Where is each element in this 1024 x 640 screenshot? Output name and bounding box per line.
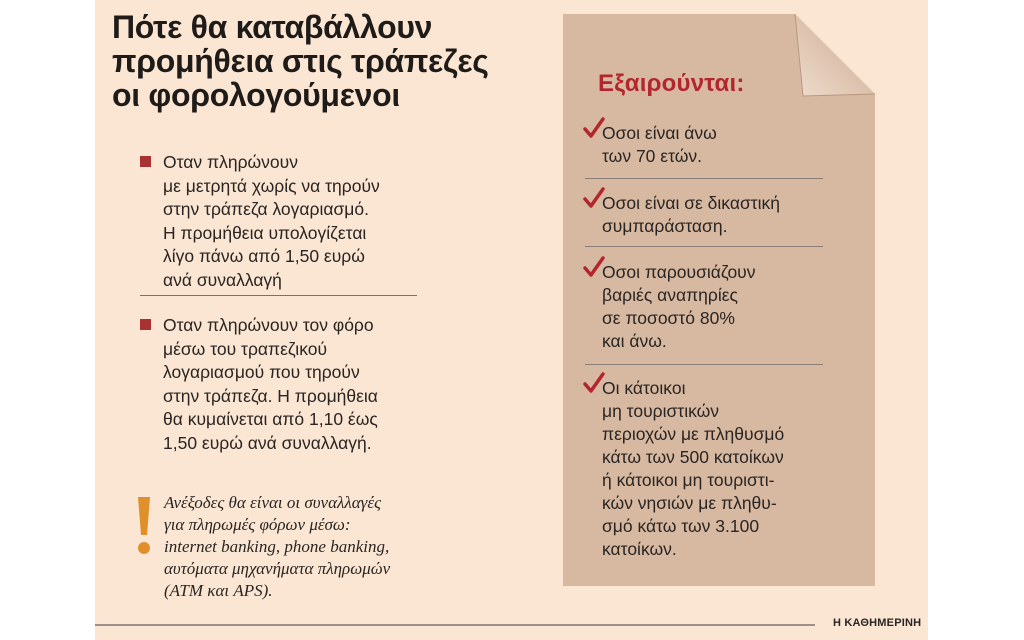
exemption-line: συμπαράσταση. — [602, 216, 728, 236]
title-line: Πότε θα καταβάλλουν — [112, 9, 433, 45]
case-line: Οταν πληρώνουν — [163, 152, 298, 172]
case-line: λίγο πάνω από 1,50 ευρώ — [163, 246, 365, 266]
note-line: αυτόματα μηχανήματα πληρωμών — [164, 559, 391, 578]
exemption-line: κάτω των 500 κατοίκων — [602, 447, 784, 467]
checkmark-icon — [582, 186, 606, 210]
infographic-title — [112, 10, 532, 112]
note-line: Ανέξοδες θα είναι οι συναλλαγές — [164, 493, 381, 512]
exemption-line: κών νησιών με πληθυ- — [602, 493, 777, 513]
fee-case-2 — [140, 314, 420, 455]
footer-rule — [95, 624, 815, 626]
exemption-item-3 — [600, 261, 860, 353]
case-line: θα κυμαίνεται από 1,10 έως — [163, 409, 378, 429]
case-line: μέσω του τραπεζικού — [163, 338, 328, 359]
title-line: οι φορολογούμενοι — [112, 77, 400, 113]
exemption-line: των 70 ετών. — [602, 146, 703, 166]
note-line: internet banking, phone banking, — [164, 537, 390, 556]
case-line: στην τράπεζα λογαριασμό. — [163, 199, 369, 219]
case-line: Οταν πληρώνουν τον φόρο — [163, 315, 374, 335]
exemption-line: Οσοι είναι σε δικαστική — [602, 193, 781, 213]
note-line: (ΑΤΜ και APS). — [164, 581, 273, 600]
exemption-line: Οι κάτοικοι — [602, 378, 686, 398]
case-line: με μετρητά χωρίς να τηρούν — [163, 175, 380, 196]
exemption-line: περιοχών με πληθυσμό — [602, 424, 785, 444]
square-bullet-icon — [140, 156, 151, 167]
checkmark-icon — [582, 371, 606, 395]
case-line: ανά συναλλαγή — [163, 269, 282, 290]
case-line: Η προμήθεια υπολογίζεται — [163, 222, 367, 243]
exemption-item-1 — [600, 122, 860, 168]
exemption-line: Οσοι είναι άνω — [602, 123, 717, 143]
note-line: για πληρωμές φόρων μέσω: — [164, 515, 351, 534]
exemption-line: σμό κάτω των 3.100 — [602, 516, 760, 536]
exemption-line: Οσοι παρουσιάζουν — [602, 262, 756, 282]
exemptions-heading: Εξαιρούνται: — [598, 70, 745, 97]
exemption-item-4 — [600, 377, 860, 561]
free-transactions-note — [164, 492, 454, 602]
fee-case-1 — [140, 151, 420, 292]
divider — [585, 246, 823, 247]
exemption-item-2 — [600, 192, 860, 238]
exclamation-icon — [133, 495, 155, 557]
exemption-line: ή κάτοικοι μη τουριστι- — [602, 470, 775, 490]
exemption-line: μη τουριστικών — [602, 401, 720, 421]
case-line: 1,50 ευρώ ανά συναλλαγή. — [163, 432, 372, 453]
checkmark-icon — [582, 255, 606, 279]
case-line: στην τράπεζα. Η προμήθεια — [163, 385, 378, 406]
source-credit: Η ΚΑΘΗΜΕΡΙΝΗ — [833, 617, 922, 629]
exemption-line: σε ποσοστό 80% — [602, 308, 735, 328]
checkmark-icon — [582, 116, 606, 140]
divider — [585, 178, 823, 179]
divider — [585, 364, 823, 365]
exemption-line: βαριές αναπηρίες — [602, 285, 738, 305]
exemption-line: κατοίκων. — [602, 539, 677, 559]
divider — [140, 295, 417, 296]
square-bullet-icon — [140, 319, 151, 330]
case-line: λογαριασμού που τηρούν — [163, 362, 360, 382]
exemption-line: και άνω. — [602, 331, 667, 351]
title-line: προμήθεια στις τράπεζες — [112, 43, 489, 79]
